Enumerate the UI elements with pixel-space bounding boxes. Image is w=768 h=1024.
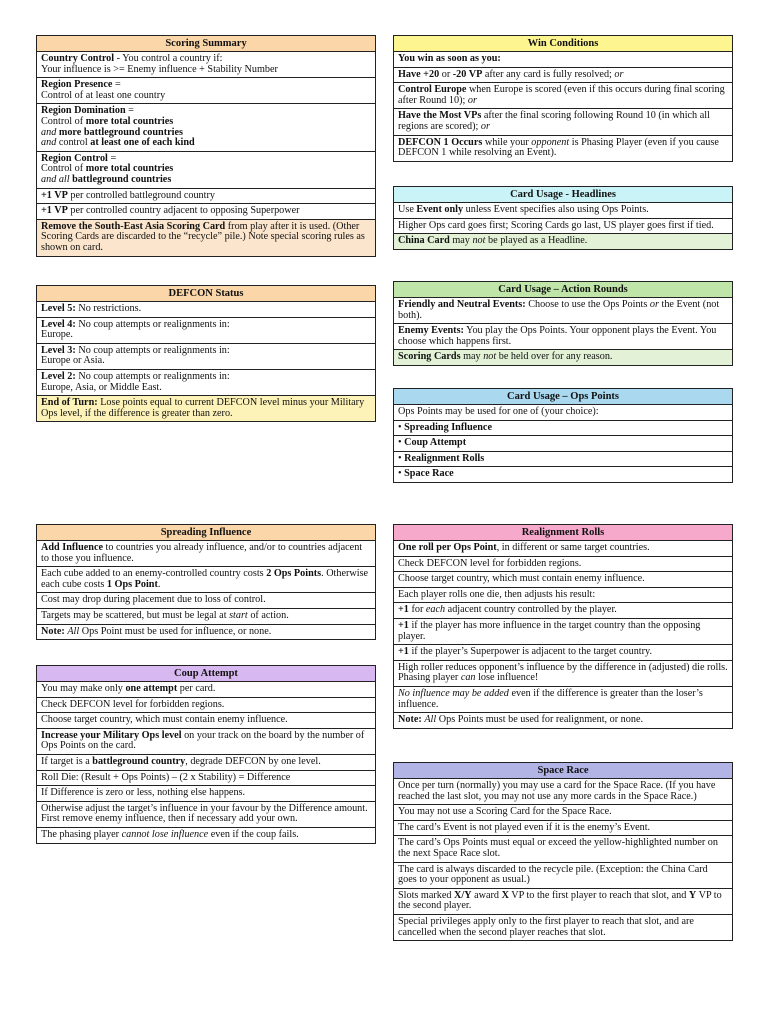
spreading-influence-title: Spreading Influence	[37, 525, 375, 541]
scoring-summary-row: +1 VP per controlled battleground country	[37, 189, 375, 205]
realignment-rolls-row: Each player rolls one die, then adjusts his result:	[394, 588, 732, 604]
win-conditions-row: Have the Most VPs after the final scoring following Round 10 (in which all regions are scored); or	[394, 109, 732, 135]
scoring-summary-row: Region Control = Control of more total countries and all battleground countries	[37, 152, 375, 189]
win-conditions-row: You win as soon as you:	[394, 52, 732, 68]
coup-attempt-row: Roll Die: (Result + Ops Points) – (2 x Stability) = Difference	[37, 771, 375, 787]
realignment-rolls-row: +1 if the player’s Superpower is adjacent to the target country.	[394, 645, 732, 661]
space-race-row: Special privileges apply only to the first player to reach that slot, and are cancelled when the second player reaches that slot.	[398, 915, 694, 938]
realignment-rolls-row: No influence may be added even if the difference is greater than the loser’s influence.	[394, 687, 732, 713]
scoring-summary-row: Region Domination = Control of more total countries and more battleground countries and control at least one of each kind	[37, 104, 375, 151]
coup-attempt-row: If Difference is zero or less, nothing else happens.	[37, 786, 375, 802]
realignment-rolls-row: Note: All Ops Points must be used for realignment, or none.	[398, 714, 644, 726]
coup-attempt-row: If target is a battleground country, degrade DEFCON by one level.	[37, 755, 375, 771]
spreading-influence-row: Cost may drop during placement due to loss of control.	[37, 593, 375, 609]
defcon-status-row: End of Turn: Lose points equal to current DEFCON level minus your Military Ops level, if the difference is greater than zero.	[37, 396, 375, 421]
defcon-status-row: Level 3: No coup attempts or realignments in: Europe or Asia.	[37, 344, 375, 370]
win-conditions-row: DEFCON 1 Occurs while your opponent is Phasing Player (even if you cause DEFCON 1 while resolving an Event).	[398, 136, 719, 159]
scoring-summary-title: Scoring Summary	[37, 36, 375, 52]
card-action-rounds-row: Enemy Events: You play the Ops Points. Your opponent plays the Event. You choose which happens first.	[394, 324, 732, 350]
space-race-row: The card’s Ops Points must equal or exceed the yellow-highlighted number on the next Space Race slot.	[394, 836, 732, 862]
coup-attempt-table	[36, 665, 376, 844]
coup-attempt-row: You may make only one attempt per card.	[37, 682, 375, 698]
defcon-status-row: Level 5: No restrictions.	[37, 302, 375, 318]
spreading-influence-row: Targets may be scattered, but must be legal at start of action.	[37, 609, 375, 625]
card-usage-headlines-title: Card Usage - Headlines	[394, 187, 732, 203]
spreading-influence-row: Add Influence to countries you already influence, and/or to countries adjacent to those you influence.	[37, 541, 375, 567]
coup-attempt-row: Check DEFCON level for forbidden regions.	[37, 698, 375, 714]
space-race-row: The card is always discarded to the recycle pile. (Exception: the China Card goes to your opponent as usual.)	[394, 863, 732, 889]
scoring-summary-table	[36, 35, 376, 257]
defcon-status-table	[36, 285, 376, 422]
space-race-row: Slots marked X/Y award X VP to the first player to reach that slot, and Y VP to the second player.	[394, 889, 732, 915]
card-usage-ops-points-table	[393, 388, 733, 483]
spreading-influence-table	[36, 524, 376, 640]
card-usage-action-rounds-table	[393, 281, 733, 366]
card-ops-points-row: • Spreading Influence	[394, 421, 732, 437]
realignment-rolls-row: Check DEFCON level for forbidden regions.	[394, 557, 732, 573]
card-headlines-row: Use Event only unless Event specifies also using Ops Points.	[394, 203, 732, 219]
defcon-status-row: Level 4: No coup attempts or realignments in: Europe.	[37, 318, 375, 344]
card-headlines-row: China Card may not be played as a Headline.	[394, 234, 732, 249]
realignment-rolls-row: +1 for each adjacent country controlled by the player.	[394, 603, 732, 619]
card-action-rounds-row: Friendly and Neutral Events: Choose to use the Ops Points or the Event (not both).	[394, 298, 732, 324]
defcon-status-row: Level 2: No coup attempts or realignments in: Europe, Asia, or Middle East.	[37, 370, 375, 396]
realignment-rolls-title: Realignment Rolls	[394, 525, 732, 541]
card-action-rounds-row: Scoring Cards may not be held over for any reason.	[394, 350, 732, 365]
space-race-table	[393, 762, 733, 941]
defcon-status-title: DEFCON Status	[37, 286, 375, 302]
scoring-summary-row: +1 VP per controlled country adjacent to opposing Superpower	[37, 204, 375, 220]
coup-attempt-row: The phasing player cannot lose influence even if the coup fails.	[41, 828, 299, 840]
space-race-row: You may not use a Scoring Card for the Space Race.	[394, 805, 732, 821]
realignment-rolls-table	[393, 524, 733, 729]
space-race-row: The card’s Event is not played even if it is the enemy’s Event.	[394, 821, 732, 837]
win-conditions-table	[393, 35, 733, 162]
win-conditions-row: Have +20 or -20 VP after any card is fully resolved; or	[394, 68, 732, 84]
card-ops-points-row: • Realignment Rolls	[394, 452, 732, 468]
realignment-rolls-row: One roll per Ops Point, in different or same target countries.	[394, 541, 732, 557]
card-usage-action-rounds-title: Card Usage – Action Rounds	[394, 282, 732, 298]
coup-attempt-title: Coup Attempt	[37, 666, 375, 682]
spreading-influence-row: Each cube added to an enemy-controlled country costs 2 Ops Points. Otherwise each cube costs 1 Ops Point.	[37, 567, 375, 593]
coup-attempt-row: Choose target country, which must contain enemy influence.	[37, 713, 375, 729]
coup-attempt-row: Otherwise adjust the target’s influence in your favour by the Difference amount. First remove enemy influence, then if necessary add your own.	[37, 802, 375, 828]
card-ops-points-row: • Space Race	[398, 468, 454, 480]
space-race-title: Space Race	[394, 763, 732, 779]
card-usage-headlines-table	[393, 186, 733, 250]
coup-attempt-row: Increase your Military Ops level on your track on the board by the number of Ops Points on the card.	[37, 729, 375, 755]
card-usage-ops-points-title: Card Usage – Ops Points	[394, 389, 732, 405]
card-ops-points-row: • Coup Attempt	[394, 436, 732, 452]
realignment-rolls-row: Choose target country, which must contain enemy influence.	[394, 572, 732, 588]
scoring-summary-row: Country Control - You control a country if: Your influence is >= Enemy influence + Stability Number	[37, 52, 375, 78]
space-race-row: Once per turn (normally) you may use a card for the Space Race. (If you have reached the last slot, you may not use any more cards in the Space Race.)	[394, 779, 732, 805]
win-conditions-title: Win Conditions	[394, 36, 732, 52]
win-conditions-row: Control Europe when Europe is scored (even if this occurs during final scoring after Round 10); or	[394, 83, 732, 109]
scoring-summary-row: Region Presence = Control of at least one country	[37, 78, 375, 104]
realignment-rolls-row: High roller reduces opponent’s influence by the difference in (adjusted) die rolls. Phasing player can lose influence!	[394, 661, 732, 687]
realignment-rolls-row: +1 if the player has more influence in the target country than the opposing player.	[394, 619, 732, 645]
scoring-summary-row: Remove the South-East Asia Scoring Card from play after it is used. (Other Scoring Cards are discarded to the “recycle” pile.) Note special scoring rules as shown on card.	[37, 220, 375, 256]
card-headlines-row: Higher Ops card goes first; Scoring Cards go last, US player goes first if tied.	[394, 219, 732, 235]
spreading-influence-row: Note: All Ops Point must be used for influence, or none.	[41, 625, 272, 637]
card-ops-points-row: Ops Points may be used for one of (your choice):	[394, 405, 732, 421]
